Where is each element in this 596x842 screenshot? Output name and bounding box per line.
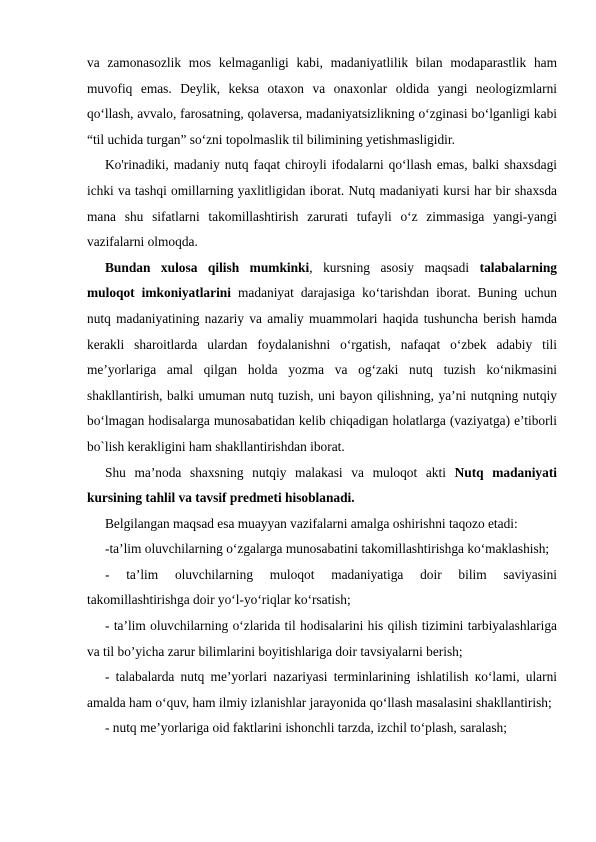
paragraph-1: va zamonasozlik mos kelmaganligi kabi, madaniyatlilik bilan modaparastlik ham muvofiq emas. Deylik, keksa otaxon va onaxonlar oldida yangi neologizmlarni qo‘llash, avvalo, farosatning, qolaversa, madaniyatsizlikning o‘zginasi bo‘lganligi kabi “til uchida turgan” so‘zni topolmaslik til bilimining yetishmasligidir. — [87, 55, 557, 147]
list-item: - talabalarda nutq me’yorlari nazariyasi terminlarining ishlatilish кo‘lami, ularni amalda ham o‘quv, ham ilmiy izlanishlar jarayonida qo‘llash masalasini shakllantirish; — [87, 669, 557, 710]
paragraph-5: Belgilangan maqsad esa muayyan vazifalarni amalga oshirishni taqozo etadi: — [105, 515, 518, 531]
list-item: - ta’lim oluvchilarning muloqot madaniyatiga doir bilim saviyasini takomillashtirishga doir yo‘l-yo‘riqlar ko‘rsatish; — [87, 566, 557, 608]
list-item: - nutq me’yorlariga oid faktlarini ishonchli tarzda, izchil to‘plash, saralash; — [105, 720, 507, 736]
document-page — [87, 50, 557, 741]
bold-phrase-subject: Nutq madaniyati kursining tahlil va tavsif predmeti hisoblanadi. — [87, 464, 557, 506]
paragraph-3 — [87, 255, 557, 460]
paragraph-2: Ko'rinadiki, madaniy nutq faqat chiroyli ifodalarni qo‘llash emas, balki shaxsdagi ichki va tashqi omillarning yaxlitligidan iborat. Nutq madaniyati kursi har bir shaxsda mana shu sifatlarni takomillashtirish zarurati tufayli o‘z zimmasiga yangi-yangi vazifalarni olmoqda. — [87, 157, 557, 250]
bold-phrase-goal: talabalarning muloqot imkoniyatlarini — [87, 259, 557, 301]
paragraph-3-text-b: madaniyat darajasiga ko‘tarishdan iborat. Buning uchun nutq madaniyatining nazariy va amaliy muammolari haqida tushuncha berish hamda kerakli sharoitlarda ulardan foydalanishni o‘rgatish, nafaqat o‘zbek adabiy tili me’yorlariga amal qilgan holda yozma va og‘zaki nutq tuzish ko‘nikmasini shakllantirish, balki umuman nutq tuzish, uni bayon qilishning, ya’ni nutqning nutqiy bo‘lmagan hodisalarga munosabatidan kelib chiqadigan holatlarga (vaziyatga) e’tiborli bo`lish kerakligini ham shakllantirishdan iborat. — [87, 285, 558, 454]
bold-phrase-conclusion: Bundan xulosa qilish mumkinki — [105, 259, 310, 275]
paragraph-4-text: Shu ma’noda shaxsning nutqiy malakasi va muloqot akti — [105, 464, 455, 480]
list-item: -ta’lim oluvchilarning o‘zgalarga munosabatini takomillashtirishga ko‘maklashish; — [105, 541, 550, 557]
paragraph-4 — [87, 460, 557, 511]
paragraph-3-text-a: , kursning asosiy maqsadi — [309, 259, 480, 275]
list-item: - ta’lim oluvchilarning o‘zlarida til hodisalarini his qilish tizimini tarbiyalashlariga va til bo’yicha zarur bilimlarini boyitishlariga doir tavsiyalarni berish; — [87, 618, 557, 659]
